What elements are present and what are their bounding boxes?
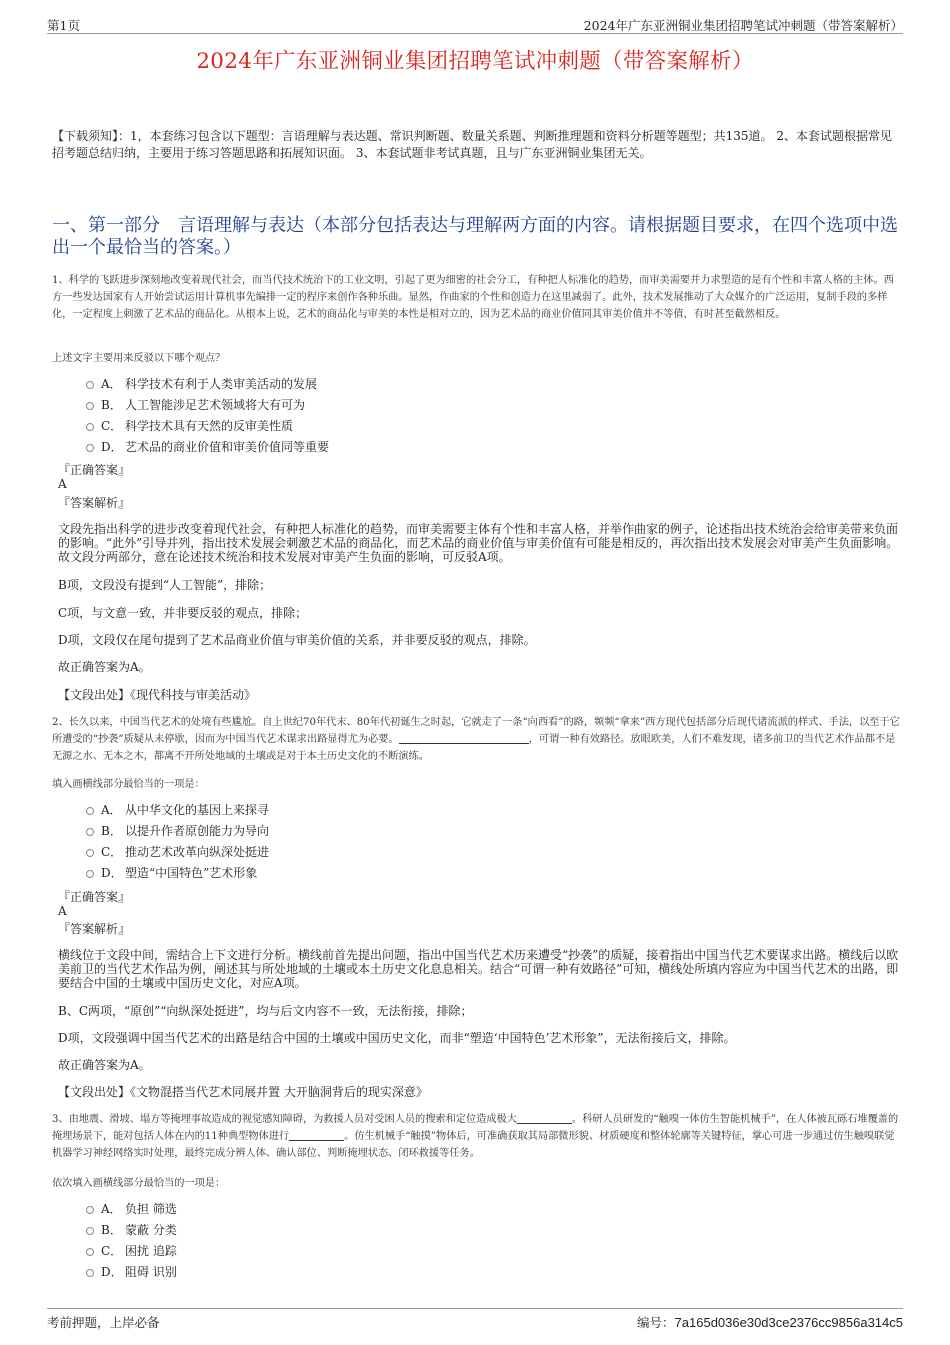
option-letter: A． [101,803,122,817]
option-letter: D． [101,1265,123,1279]
option-text: 阻碍 识别 [125,1265,177,1279]
option-text: 科学技术有利于人类审美活动的发展 [125,377,318,391]
document-code [637,1313,903,1331]
option-text: 艺术品的商业价值和审美价值同等重要 [125,440,330,454]
option-text: 推动艺术改革向纵深处挺进 [125,845,270,859]
code-value: 7a165d036e30d3ce2376cc9856a314c5 [674,1315,903,1330]
source-citation: 【文段出处】《文物混搭当代艺术同展并置 大开脑洞背后的现实深意》 [58,1085,428,1099]
option-b[interactable] [86,1220,177,1241]
option-a[interactable] [86,374,329,395]
code-label: 编号： [637,1315,675,1330]
option-text: 蒙蔽 分类 [125,1223,177,1237]
option-letter: B． [101,1223,122,1237]
question-2-text [52,714,902,765]
analysis-paragraph: B项，文段没有提到“人工智能”，排除； [58,578,272,592]
option-c[interactable] [86,1241,177,1262]
question-text-part: 3、由地震、滑坡、塌方等掩埋事故造成的视觉感知障碍，为救援人员对受困人员的搜索和定位造成极大 [52,1114,517,1125]
fill-blank [289,1129,344,1141]
option-a[interactable] [86,800,269,821]
radio-icon[interactable] [86,1227,94,1235]
analysis-paragraph: 文段先指出科学的进步改变着现代社会，有种把人标准化的趋势，而审美需要主体有个性和丰富人格，并举作曲家的例子，论述指出技术统治会给审美带来负面的影响。“此外”引导并列，指出技术发展会刺激艺术品的商品化，而艺术品的商业价值与审美价值有可能是相反的，再次指出技术发展会对审美产生负面影响。故文段分两部分，意在论述技术统治和技术发展对审美产生负面的影响，可反驳A项。 [58,522,899,564]
answer-tag: 『正确答案』 [58,463,131,477]
answer-value: A [58,904,67,918]
analysis-paragraph: 故正确答案为A。 [58,660,151,674]
option-letter: D． [101,866,123,880]
radio-icon[interactable] [86,870,94,878]
analysis-paragraph: B、C两项，“原创”“向纵深处挺进”，均与后文内容不一致，无法衔接，排除； [58,1004,473,1018]
option-d[interactable] [86,863,269,884]
document-title: 2024年广东亚洲铜业集团招聘笔试冲刺题（带答案解析） [196,49,754,74]
option-text: 塑造“中国特色”艺术形象 [125,866,258,880]
option-b[interactable] [86,395,329,416]
radio-icon[interactable] [86,849,94,857]
footer-slogan: 考前押题，上岸必备 [47,1315,160,1330]
question-2-options [86,800,269,884]
fill-blank [399,732,529,744]
answer-value: A [58,477,67,491]
fill-blank [517,1112,572,1124]
header-doc-title: 2024年广东亚洲铜业集团招聘笔试冲刺题（带答案解析） [583,18,903,33]
question-2-stem: 填入画横线部分最恰当的一项是： [52,779,205,790]
download-notice: 【下载须知】：1，本套练习包含以下题型：言语理解与表达题、常识判断题、数量关系题、判断推理题和资料分析题等题型；共135道。 2、本套试题根据常见招考题总结归纳，主要用于练习答题思路和拓展知识面。 3、本套试题非考试真题，且与广东亚洲铜业集团无关。 [52,129,892,160]
radio-icon[interactable] [86,423,94,431]
option-text: 从中华文化的基因上来探寻 [125,803,270,817]
question-3-stem: 依次填入画横线部分最恰当的一项是： [52,1178,226,1189]
analysis-paragraph: 横线位于文段中间，需结合上下文进行分析。横线前首先提出问题，指出中国当代艺术历来遭受“抄袭”的质疑，接着指出中国当代艺术要谋求出路。横线后以欧美前卫的当代艺术作品为例，阐述其与所处地域的土壤或本土历史文化息息相关。结合“可谓一种有效路径”可知，横线处所填内容应为中国当代艺术的出路，即要结合中国的土壤或中国历史文化，对应A项。 [58,948,899,990]
option-c[interactable] [86,416,329,437]
option-d[interactable] [86,1262,177,1283]
option-letter: C． [101,419,123,433]
option-letter: A． [101,1202,122,1216]
answer-tag: 『正确答案』 [58,890,131,904]
option-letter: B． [101,824,122,838]
option-letter: D． [101,440,123,454]
question-3-text [52,1111,902,1162]
page-header [47,14,903,34]
option-text: 负担 筛选 [125,1202,177,1216]
analysis-paragraph: 故正确答案为A。 [58,1058,151,1072]
question-text-part: ，可谓一种有效路径。放眼欧美，人们不难发现，诸多前卫的当代艺术作品都不是无源之水、无本之木，都离不开所处地域的土壤或是对于本土历史文化的不断演练。 [52,734,896,762]
option-text: 困扰 追踪 [125,1244,177,1258]
radio-icon[interactable] [86,444,94,452]
analysis-paragraph: D项，文段强调中国当代艺术的出路是结合中国的土壤或中国历史文化，而非“塑造‘中国特色’艺术形象”，无法衔接后文，排除。 [58,1031,736,1045]
radio-icon[interactable] [86,807,94,815]
option-text: 人工智能涉足艺术领域将大有可为 [125,398,306,412]
radio-icon[interactable] [86,381,94,389]
radio-icon[interactable] [86,1269,94,1277]
option-b[interactable] [86,821,269,842]
section-heading: 一、第一部分 言语理解与表达（本部分包括表达与理解两方面的内容。请根据题目要求，在四个选项中选出一个最恰当的答案。） [52,215,898,258]
option-a[interactable] [86,1199,177,1220]
question-text-part: 。科研人员研发的“触嗅一体仿生智能机械手”，在人体被瓦砾石堆覆盖的掩埋场景下，能对包括人体在内的11种典型物体进行 [52,1114,899,1142]
radio-icon[interactable] [86,402,94,410]
analysis-paragraph: C项，与文意一致，并非要反驳的观点，排除； [58,606,308,620]
radio-icon[interactable] [86,828,94,836]
option-letter: A． [101,377,122,391]
source-citation: 【文段出处】《现代科技与审美活动》 [58,688,257,702]
radio-icon[interactable] [86,1248,94,1256]
option-d[interactable] [86,437,329,458]
option-letter: B． [101,398,122,412]
option-letter: C． [101,845,123,859]
question-1-text: 1、科学的飞跃进步深刻地改变着现代社会，而当代技术统治下的工业文明，引起了更为细密的社会分工，有种把人标准化的趋势，而审美需要并力求塑造的是有个性和丰富人格的主体。西方一些发达国家有人开始尝试运用计算机事先编排一定的程序来创作各种乐曲。显然，作曲家的个性和创造力在这里减弱了。此外，技术发展推动了大众媒介的广泛运用，复制手段的多样化，一定程度上刺激了艺术品的商品化。从根本上说，艺术的商品化与审美的本性是相对立的，因为艺术品的商业价值同其审美价值并不等值，有时甚至截然相反。 [52,275,894,320]
question-1-options [86,374,329,458]
analysis-tag: 『答案解析』 [58,922,131,936]
page-footer [47,1308,903,1328]
question-1-stem: 上述文字主要用来反驳以下哪个观点？ [52,353,226,364]
analysis-tag: 『答案解析』 [58,496,131,510]
analysis-paragraph: D项，文段仅在尾句提到了艺术品商业价值与审美价值的关系，并非要反驳的观点，排除。 [58,633,536,647]
option-letter: C． [101,1244,123,1258]
page-number: 第1页 [47,18,80,33]
question-text-part: 2、长久以来，中国当代艺术的处境有些尴尬。自上世纪70年代末、80年代初诞生之时起，它就走了一条“向西看”的路，频频“拿来”西方现代包括部分后现代诸流派的样式、手法，以至于它所遭受的“抄袭”质疑从未停歇，因而为中国当代艺术谋求出路显得尤为必要。 [52,717,900,745]
option-text: 以提升作者原创能力为导向 [125,824,270,838]
option-c[interactable] [86,842,269,863]
option-text: 科学技术具有天然的反审美性质 [125,419,294,433]
radio-icon[interactable] [86,1206,94,1214]
question-3-options [86,1199,177,1283]
question-text-part: 。仿生机械手“触摸”物体后，可准确获取其局部微形貌、材质硬度和整体轮廓等关键特征，掌心可进一步通过仿生触嗅联觉机器学习神经网络实时处理，最终完成分辨人体、确认部位、判断掩埋状态、闭环救援等任务。 [52,1131,895,1159]
